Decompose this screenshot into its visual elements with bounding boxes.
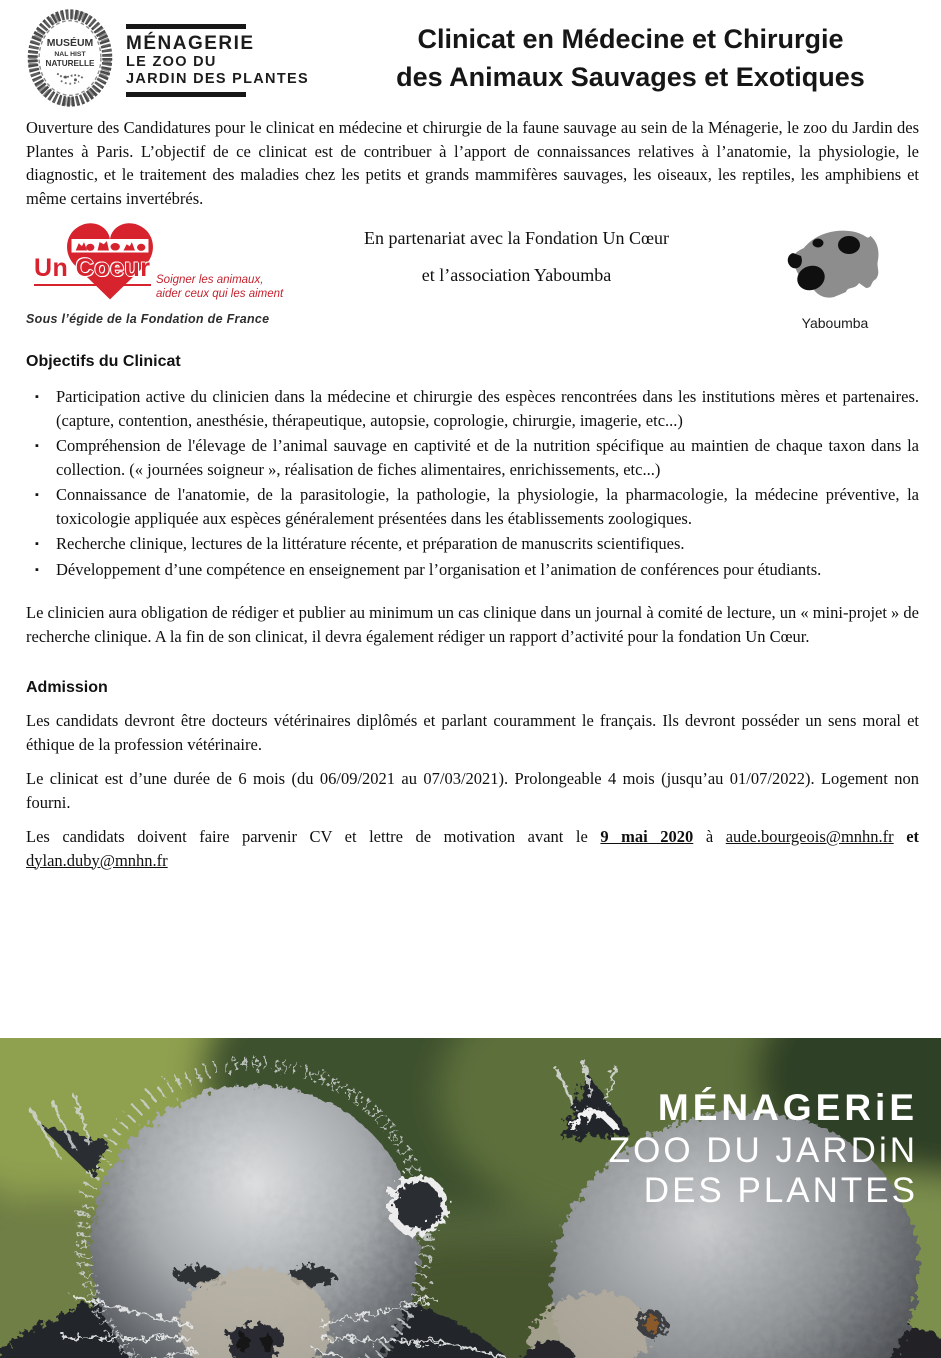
objective-item: ▪ Recherche clinique, lectures de la littérature récente, et préparation de manuscrits scientifiques. [56, 532, 919, 556]
intro-paragraph: Ouverture des Candidatures pour le clinicat en médecine et chirurgie de la faune sauvage au sein de la Ménagerie, le zoo du Jardin des Plantes à Paris. L’objectif de ce clinicat est de contribuer à l’apport de connaissances relatives à l’anatomie, la physiologie, le diagnostic, et le traitement des maladies chez les petits et grands mammifères sauvages, les oiseaux, les reptiles, les amphibiens et même certains invertébrés. [26, 118, 919, 208]
email-separator: et [906, 827, 920, 846]
document-content [0, 116, 941, 872]
page-title-line2: des Animaux Sauvages et Exotiques [396, 62, 865, 92]
seal-line1: MUSÉUM [46, 38, 94, 50]
yaboumba-label: Yaboumba [801, 315, 869, 331]
uncoeur-tagline-line2: aider ceux qui les aiment [156, 288, 284, 300]
objectives-list [26, 385, 919, 581]
seal-line3: NATURELLE [45, 59, 95, 69]
zoo-brand-line3: DES PLANTES [643, 1171, 918, 1210]
uncoeur-caption: Sous l’égide de la Fondation de France [26, 312, 270, 326]
email-link-dylan[interactable]: dylan.duby@mnhn.fr [26, 850, 168, 870]
objective-item: ▪ Participation active du clinicien dans la médecine et chirurgie des espèces rencontrées dans les institutions mères et partenaires. (capture, contention, anesthésie, thérapeutique, autopsie, coprologie, chirurgie, imagerie, etc...) [56, 385, 919, 432]
header [0, 0, 941, 106]
admission-paragraph-2: Le clinicat est d’une durée de 6 mois (du 06/09/2021 au 07/03/2021). Prolongeable 4 mois (jusqu’au 01/07/2022). Logement non fourni. [26, 769, 919, 812]
menagerie-logo-line2: LE ZOO DU [126, 54, 217, 70]
application-paragraph [26, 825, 919, 872]
uncoeur-tagline [156, 273, 286, 301]
header-logos [24, 8, 332, 108]
email-link-aude[interactable]: aude.bourgeois@mnhn.fr [725, 827, 894, 846]
page-title [332, 20, 929, 96]
museum-seal-logo [24, 8, 116, 108]
objective-item: ▪ Développement d’une compétence en enseignement par l’organisation et l’animation de conférences pour étudiants. [56, 558, 919, 582]
yaboumba-animal-head-icon [774, 220, 896, 312]
zoo-brand-line1: MÉNAGERiE [657, 1087, 918, 1128]
partnership-line2: et l’association Yaboumba [421, 265, 612, 285]
menagerie-logo [126, 24, 309, 108]
seal-line2: NAL HIST [54, 51, 86, 59]
objectives-heading: Objectifs du Clinicat [26, 353, 181, 370]
apply-prefix-text: Les candidats doivent faire parvenir CV et lettre de motivation avant le [26, 827, 588, 846]
admission-heading: Admission [26, 679, 108, 696]
uncoeur-tagline-line1: Soigner les animaux, [156, 274, 264, 286]
uncoeur-logo [26, 218, 282, 332]
museum-seal-icon [24, 8, 116, 108]
zoo-brand-line2: ZOO DU JARDiN [608, 1131, 918, 1170]
apply-middle-text: à [705, 827, 714, 846]
uncoeur-wordmark: Un Coeur [34, 254, 151, 286]
obligation-paragraph: Le clinicien aura obligation de rédiger et publier au minimum un cas clinique dans un journal à comité de lecture, un « mini-projet » de recherche clinique. A la fin de son clinicat, il devra également rédiger un rapport d’activité pour la fondation Un Cœur. [26, 603, 920, 646]
logo-top-bar [126, 24, 246, 29]
admission-paragraph-1: Les candidats devront être docteurs vétérinaires diplômés et parlant couramment le français. Ils devront posséder un sens moral et éthique de la profession vétérinaire. [26, 711, 919, 754]
deadline-text: 9 mai 2020 [600, 827, 694, 846]
objective-item: ▪ Connaissance de l'anatomie, de la parasitologie, la pathologie, la physiologie, la pharmacologie, la médecine préventive, la toxicologie appliquée aux espèces généralement présentées dans les établissements zoologiques. [56, 483, 919, 530]
partners-row [26, 218, 919, 336]
menagerie-logo-line3: JARDIN DES PLANTES [126, 71, 309, 87]
partnership-text [282, 218, 751, 336]
binturong-photo [0, 1038, 941, 1358]
partnership-line1: En partenariat avec la Fondation Un Cœur [364, 228, 669, 248]
page-title-line1: Clinicat en Médecine et Chirurgie [417, 24, 844, 54]
yaboumba-logo [751, 218, 919, 336]
logo-bottom-bar [126, 92, 246, 97]
menagerie-logo-line1: MÉNAGERIE [126, 33, 255, 54]
objective-item: ▪ Compréhension de l'élevage de l’animal sauvage en captivité et de la nutrition spécifique au maintien de chaque taxon dans la collection. (« journées soigneur », réalisation de fiches alimentaires, enrichissements, etc...) [56, 434, 919, 481]
